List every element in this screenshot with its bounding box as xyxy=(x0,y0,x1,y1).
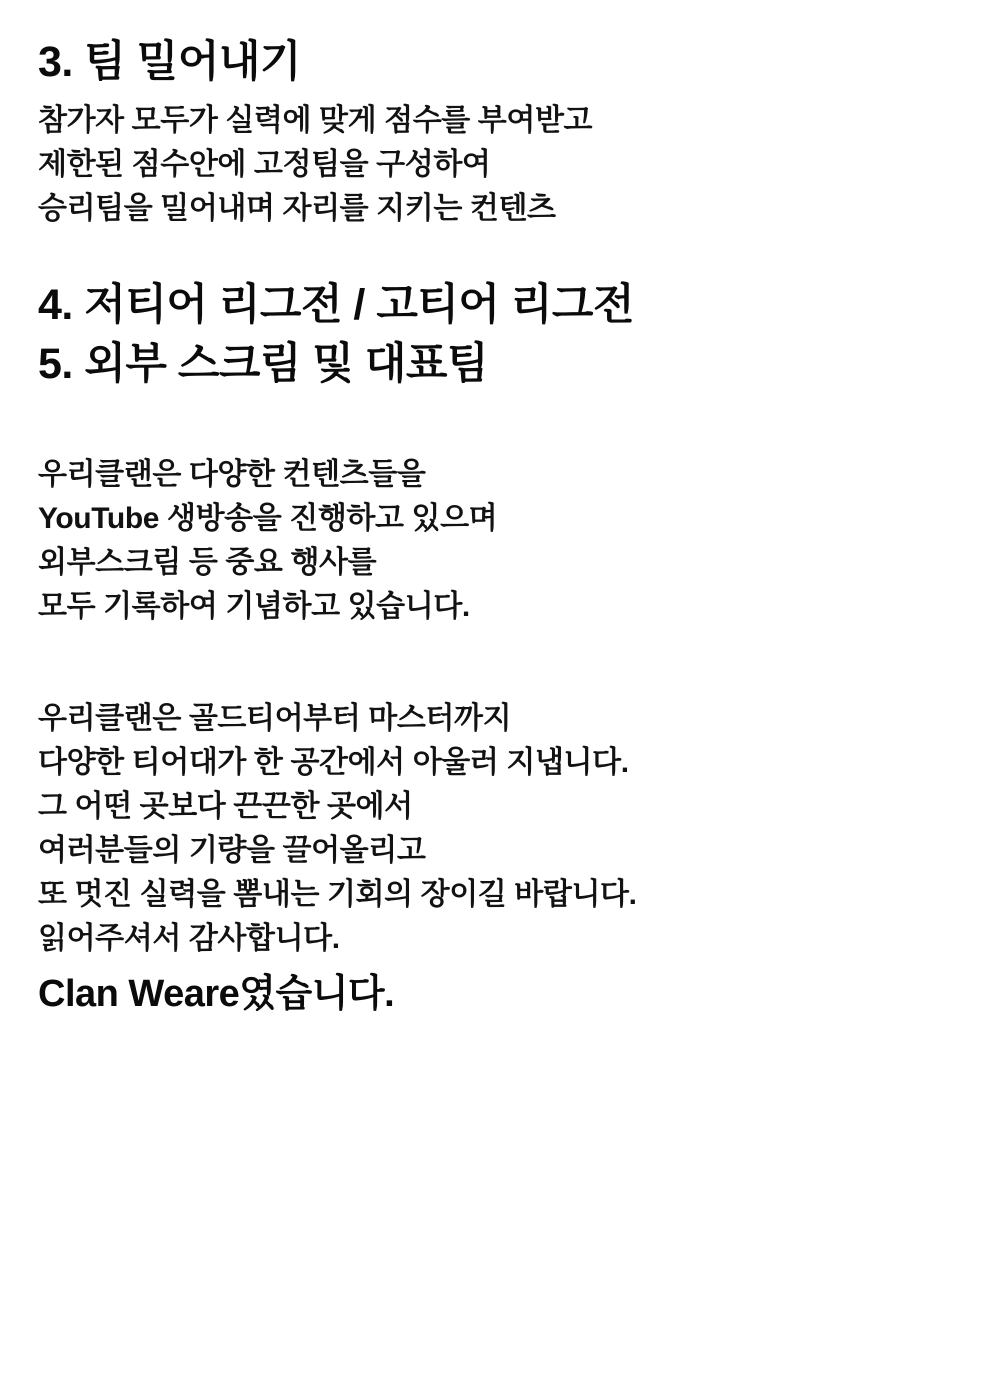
tiers-line-1: 우리클랜은 골드티어부터 마스터까지 xyxy=(38,701,512,735)
broadcast-line-1: 우리클랜은 다양한 컨텐츠들을 xyxy=(38,457,426,491)
section-heading-3: 3. 팀 밀어내기 xyxy=(38,38,301,86)
section-heading-5: 5. 외부 스크림 및 대표팀 xyxy=(38,339,488,388)
closing-signature: Clan Weare였습니다. xyxy=(38,973,395,1016)
tiers-line-5: 또 멋진 실력을 뽐내는 기회의 장이길 바랍니다. xyxy=(38,878,637,912)
spacer xyxy=(38,629,960,697)
section-3-line-1: 참가자 모두가 실력에 맞게 점수를 부여받고 xyxy=(38,103,593,137)
broadcast-line-4: 모두 기록하여 기념하고 있습니다. xyxy=(38,589,470,623)
tiers-line-4: 여러분들의 기량을 끌어올리고 xyxy=(38,834,426,868)
tiers-line-2: 다양한 티어대가 한 공간에서 아울러 지냅니다. xyxy=(38,746,629,779)
section-team-pushout xyxy=(38,34,960,231)
broadcast-line-2: YouTube 생방송을 진행하고 있으며 xyxy=(38,501,498,535)
section-heading-4: 4. 저티어 리그전 / 고티어 리그전 xyxy=(38,281,634,330)
spacer xyxy=(38,231,960,277)
tiers-line-3: 그 어떤 곳보다 끈끈한 곳에서 xyxy=(38,790,413,824)
spacer xyxy=(38,393,960,453)
tiers-line-6: 읽어주셔서 감사합니다. xyxy=(38,922,340,956)
spacer xyxy=(38,91,960,99)
section-3-line-2: 제한된 점수안에 고정팀을 구성하여 xyxy=(38,147,491,181)
paragraph-broadcast xyxy=(38,453,960,629)
broadcast-line-3: 외부스크림 등 중요 행사를 xyxy=(38,545,377,579)
section-3-line-3: 승리팀을 밀어내며 자리를 지키는 컨텐츠 xyxy=(38,191,556,225)
section-league-and-scrim xyxy=(38,277,960,393)
spacer xyxy=(38,961,960,969)
paragraph-tiers xyxy=(38,697,960,962)
